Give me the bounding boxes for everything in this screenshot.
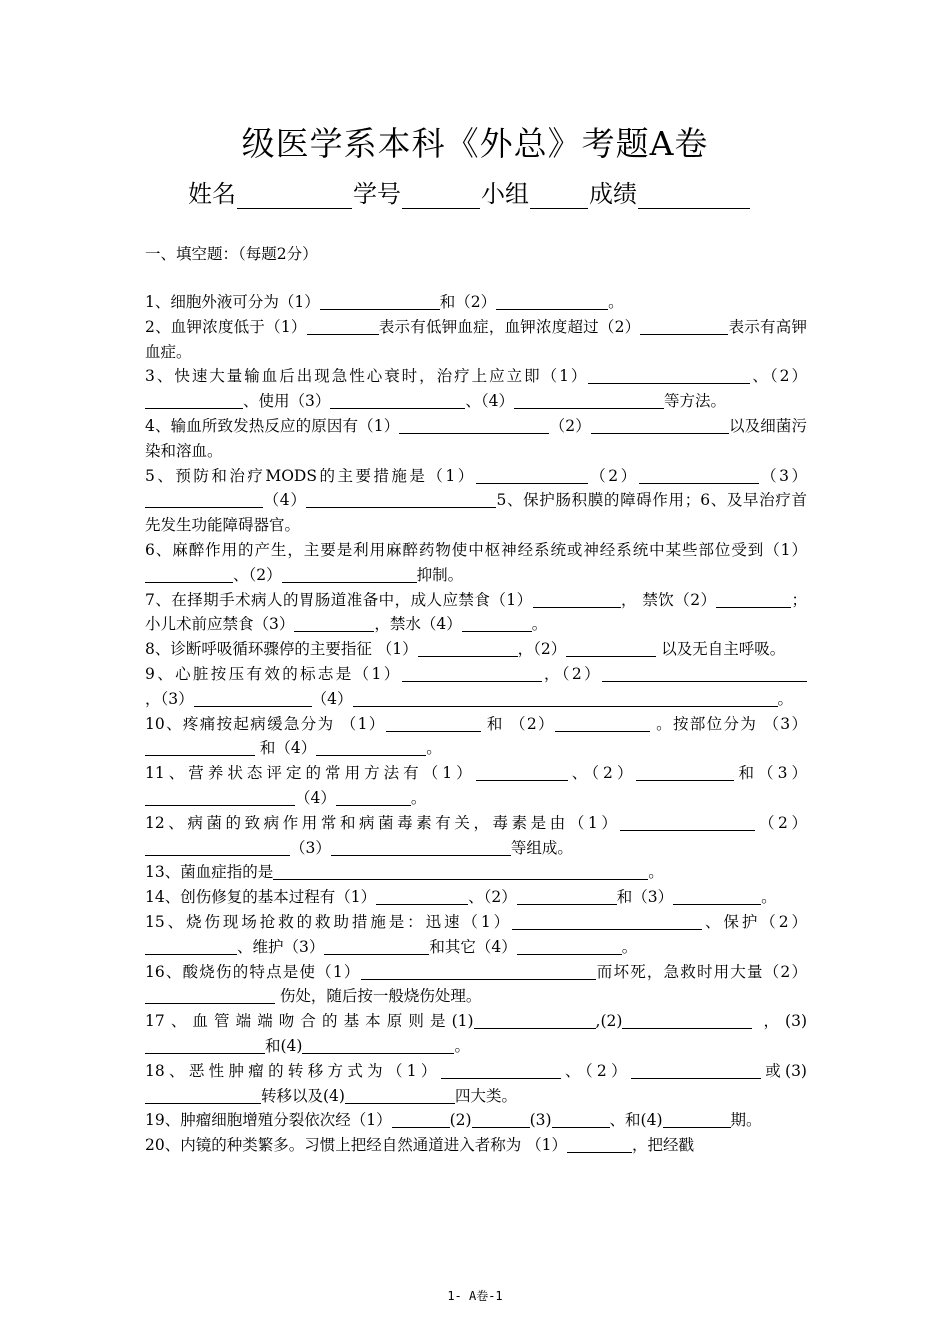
- question-text: （2）: [587, 466, 639, 485]
- question-text: （4）: [263, 491, 307, 510]
- question-text: 。: [410, 788, 427, 807]
- answer-blank[interactable]: [282, 565, 417, 583]
- score-blank[interactable]: [638, 182, 750, 209]
- answer-blank[interactable]: [336, 788, 411, 806]
- question-text: （3）: [758, 466, 807, 485]
- question-text: 3、快速大量输血后出现急性心衰时，治疗上应立即（1）: [145, 367, 589, 386]
- student-id-blank[interactable]: [402, 182, 480, 209]
- question-text: 、（2）: [560, 1061, 631, 1080]
- answer-blank[interactable]: [145, 1036, 265, 1054]
- name-blank[interactable]: [237, 182, 352, 209]
- question-19: [145, 1108, 807, 1133]
- question-text: 13、菌血症指的是: [145, 863, 274, 882]
- question-text: （2）: [755, 813, 807, 832]
- student-id-label: 学号: [353, 180, 401, 208]
- question-text: 以及细菌污染和溶血。: [145, 416, 807, 460]
- question-text: 12、病菌的致病作用常和病菌毒素有关，毒素是由（1）: [145, 813, 621, 832]
- question-text: 和（2）: [439, 293, 497, 311]
- question-7: [145, 588, 807, 638]
- answer-blank[interactable]: [316, 738, 426, 756]
- question-text: 等方法。: [664, 392, 727, 411]
- answer-blank[interactable]: [145, 937, 237, 955]
- answer-blank[interactable]: [330, 391, 465, 409]
- question-text: 和（4）: [255, 739, 317, 758]
- answer-blank[interactable]: [376, 887, 468, 905]
- question-text: 转移以及(4): [261, 1086, 345, 1105]
- question-text: 。: [648, 863, 664, 882]
- question-text: 和（3）: [734, 764, 807, 783]
- question-text: （4）: [295, 788, 336, 807]
- question-text: 20、内镜的种类繁多。习惯上把经自然通道进入者称为 （1）: [145, 1136, 568, 1155]
- answer-blank[interactable]: [512, 912, 702, 930]
- answer-blank[interactable]: [194, 689, 312, 707]
- question-list: [145, 290, 807, 1158]
- answer-blank[interactable]: [640, 317, 728, 335]
- answer-blank[interactable]: [663, 1110, 731, 1128]
- answer-blank[interactable]: [361, 962, 596, 980]
- question-text: ，把经戳: [632, 1136, 695, 1155]
- name-label: 姓名: [188, 180, 236, 208]
- answer-blank[interactable]: [345, 1086, 455, 1104]
- question-4: [145, 414, 807, 464]
- question-1: [145, 290, 807, 315]
- answer-blank[interactable]: [533, 590, 621, 608]
- answer-blank[interactable]: [476, 466, 588, 484]
- question-text: 伤处，随后按一般烧伤处理。: [275, 987, 482, 1006]
- group-label: 小组: [481, 180, 529, 208]
- question-10: [145, 712, 807, 762]
- section-heading: 一、填空题：（每题2分）: [145, 245, 318, 263]
- answer-blank[interactable]: [591, 416, 729, 434]
- answer-blank[interactable]: [145, 838, 290, 856]
- question-20: [145, 1133, 807, 1158]
- question-text: (3): [529, 1111, 552, 1130]
- answer-blank[interactable]: [145, 565, 233, 583]
- answer-blank[interactable]: [386, 714, 481, 732]
- score-label: 成绩: [589, 180, 637, 208]
- question-text: 或(3): [760, 1061, 807, 1080]
- question-text: 18、恶性肿瘤的转移方式为（1）: [145, 1061, 441, 1080]
- answer-blank[interactable]: [273, 862, 648, 880]
- question-text: (2): [449, 1111, 472, 1130]
- question-text: ，禁水（4）: [374, 615, 462, 634]
- question-text: ，（2）: [541, 664, 602, 683]
- question-text: 5、保护肠积膜的障碍作用；6、及早治疗首先发生功能障碍器官。: [145, 491, 807, 535]
- answer-blank[interactable]: [399, 416, 549, 434]
- question-text: 5、预防和治疗MODS的主要措施是（1）: [145, 466, 476, 485]
- answer-blank[interactable]: [514, 391, 664, 409]
- question-13: [145, 860, 807, 885]
- question-text: 、（4）: [465, 392, 514, 411]
- question-text: 和其它（4）: [429, 937, 517, 956]
- question-text: 。: [761, 888, 777, 907]
- answer-blank[interactable]: [462, 614, 532, 632]
- question-2: [145, 315, 807, 365]
- question-8: [145, 637, 807, 662]
- answer-blank[interactable]: [145, 490, 263, 508]
- question-text: 6、麻醉作用的产生，主要是利用麻醉药物使中枢神经系统或神经系统中某些部位受到（1）: [145, 540, 807, 559]
- answer-blank[interactable]: [555, 714, 650, 732]
- question-text: （4）: [311, 689, 353, 708]
- question-text: 、保护（2）: [702, 912, 807, 931]
- question-text: 1、细胞外液可分为（1）: [145, 293, 320, 311]
- question-text: 、（2）: [567, 764, 637, 783]
- answer-blank[interactable]: [392, 1110, 450, 1128]
- answer-blank[interactable]: [402, 664, 542, 682]
- answer-blank[interactable]: [636, 763, 734, 781]
- answer-blank[interactable]: [476, 763, 568, 781]
- answer-blank[interactable]: [294, 614, 374, 632]
- question-text: 和（3）: [616, 888, 674, 907]
- answer-blank[interactable]: [302, 1036, 454, 1054]
- answer-blank[interactable]: [418, 639, 518, 657]
- answer-blank[interactable]: [631, 1061, 761, 1079]
- question-text: 。: [608, 293, 624, 311]
- answer-blank[interactable]: [145, 986, 275, 1004]
- answer-blank[interactable]: [567, 1135, 632, 1153]
- question-text: ，(3): [752, 1012, 807, 1031]
- question-14: [145, 885, 807, 910]
- question-text: 、使用（3）: [243, 392, 331, 411]
- question-text: 表示有高钾血症。: [145, 317, 807, 361]
- question-text: 。: [426, 739, 442, 758]
- question-text: 16、酸烧伤的特点是使（1）: [145, 962, 361, 981]
- question-text: （2）: [549, 416, 591, 435]
- answer-blank[interactable]: [588, 366, 750, 384]
- question-text: 、和(4): [609, 1111, 663, 1130]
- question-text: 19、肿瘤细胞增殖分裂依次经（1）: [145, 1111, 392, 1130]
- answer-blank[interactable]: [620, 813, 755, 831]
- answer-blank[interactable]: [622, 1011, 752, 1029]
- question-text: 8、诊断呼吸循环骤停的主要指征 （1）: [145, 640, 418, 659]
- answer-blank[interactable]: [472, 1110, 530, 1128]
- answer-blank[interactable]: [566, 639, 656, 657]
- question-text: 期。: [730, 1111, 762, 1130]
- question-text: ，（3）: [145, 689, 194, 708]
- question-text: 抑制。: [416, 565, 464, 584]
- question-text: 15、烧伤现场抢救的救助措施是：迅速（1）: [145, 912, 513, 931]
- answer-blank[interactable]: [639, 466, 759, 484]
- question-text: 14、创伤修复的基本过程有（1）: [145, 888, 377, 907]
- question-text: 17、血管端端吻合的基本原则是(1): [145, 1012, 474, 1031]
- question-text: 9、心脏按压有效的标志是（1）: [145, 664, 402, 683]
- answer-blank[interactable]: [145, 738, 255, 756]
- answer-blank[interactable]: [474, 1011, 596, 1029]
- question-text: 表示有低钾血症，血钾浓度超过（2）: [378, 317, 641, 336]
- answer-blank[interactable]: [552, 1110, 610, 1128]
- question-text: 、（2）: [233, 565, 282, 584]
- question-5: [145, 464, 807, 538]
- question-11: [145, 761, 807, 811]
- question-text: 。: [531, 615, 548, 634]
- question-text: ，（2）: [517, 640, 567, 659]
- answer-blank[interactable]: [602, 664, 807, 682]
- question-text: 四大类。: [454, 1086, 517, 1105]
- answer-blank[interactable]: [441, 1061, 561, 1079]
- question-text: 4、输血所致发热反应的原因有（1）: [145, 416, 400, 435]
- question-text: 而坏死，急救时用大量（2）: [595, 962, 807, 981]
- answer-blank[interactable]: [145, 391, 243, 409]
- answer-blank[interactable]: [145, 1086, 261, 1104]
- question-text: 。: [454, 1036, 470, 1055]
- answer-blank[interactable]: [673, 887, 761, 905]
- answer-blank[interactable]: [320, 292, 440, 310]
- question-16: [145, 960, 807, 1010]
- question-text: 2、血钾浓度低于（1）: [145, 317, 307, 336]
- question-text: 7、在择期手术病人的胃肠道准备中，成人应禁食（1）: [145, 590, 533, 609]
- question-text: 10、疼痛按起病缓急分为 （1）: [145, 714, 386, 733]
- question-text: 等组成。: [510, 838, 573, 857]
- question-text: ；小儿术前应禁食（3）: [145, 590, 807, 634]
- question-text: （3）: [290, 838, 331, 857]
- question-text: 。: [777, 689, 794, 708]
- question-9: [145, 662, 807, 712]
- question-text: ,(2): [595, 1012, 623, 1031]
- question-text: 以及无自主呼吸。: [656, 640, 786, 659]
- question-3: [145, 364, 807, 414]
- question-15: [145, 910, 807, 960]
- question-text: 。按部位分为 （3）: [649, 714, 808, 733]
- answer-blank[interactable]: [306, 490, 496, 508]
- question-18: [145, 1059, 807, 1109]
- question-17: [145, 1009, 807, 1059]
- answer-blank[interactable]: [307, 317, 379, 335]
- question-text: 、（2）: [468, 888, 517, 907]
- answer-blank[interactable]: [331, 838, 511, 856]
- question-text: 和(4): [265, 1036, 303, 1055]
- question-12: [145, 811, 807, 861]
- question-6: [145, 538, 807, 588]
- question-text: 和 （2）: [480, 714, 555, 733]
- page-footer: 1- A卷-1: [447, 1289, 503, 1303]
- answer-blank[interactable]: [517, 937, 622, 955]
- question-text: ， 禁饮（2）: [620, 590, 717, 609]
- answer-blank[interactable]: [517, 887, 617, 905]
- student-info-line: [188, 174, 751, 209]
- answer-blank[interactable]: [324, 937, 429, 955]
- group-blank[interactable]: [530, 182, 588, 209]
- answer-blank[interactable]: [496, 292, 608, 310]
- answer-blank[interactable]: [716, 590, 791, 608]
- exam-title: 级医学系本科《外总》考题A卷: [241, 124, 709, 163]
- answer-blank[interactable]: [353, 689, 778, 707]
- question-text: 11、营养状态评定的常用方法有（1）: [145, 764, 476, 783]
- question-text: 、（2）: [750, 367, 807, 386]
- answer-blank[interactable]: [145, 788, 295, 806]
- question-text: 。: [621, 937, 638, 956]
- question-text: 、维护（3）: [237, 937, 325, 956]
